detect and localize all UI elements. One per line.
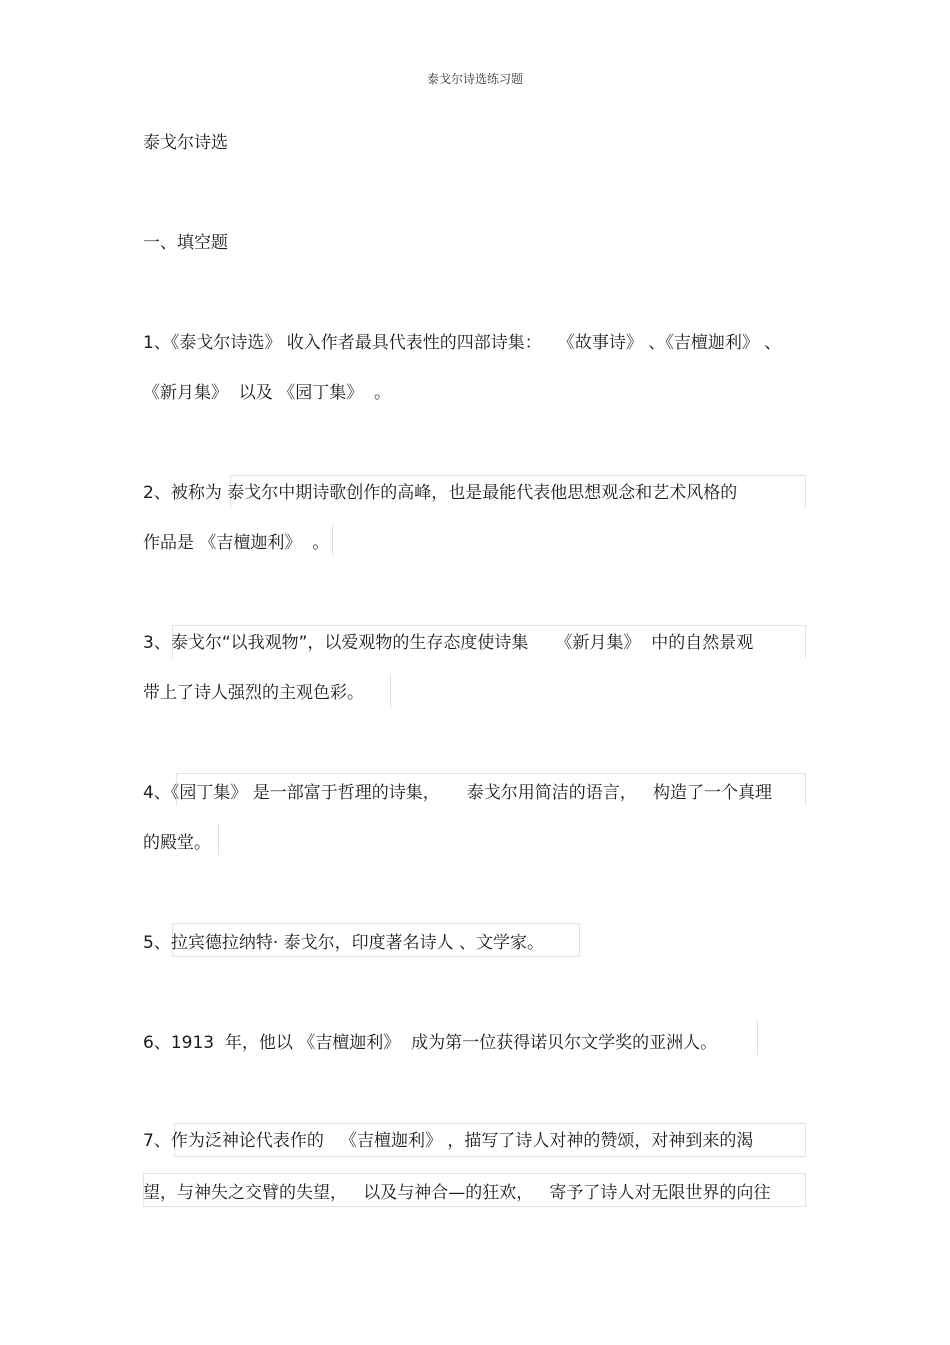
- answer-box-edge: [218, 823, 219, 855]
- answer-box-edge: [390, 675, 391, 707]
- document-title: 泰戈尔诗选: [143, 133, 228, 153]
- question-2-line-1: 2、被称为 泰戈尔中期诗歌创作的高峰，也是最能代表他思想观念和艺术风格的: [143, 483, 738, 503]
- answer-box-edge: [757, 1021, 758, 1055]
- answer-box-edge: [332, 525, 333, 555]
- question-1-line-2: 《新月集》 以及 《园丁集》 。: [143, 383, 392, 403]
- question-3-line-1: 3、泰戈尔“以我观物”，以爱观物的生存态度使诗集 《新月集》 中的自然景观: [143, 633, 754, 653]
- question-7-line-1: 7、作为泛神论代表作的 《吉檀迦利》 ，描写了诗人对神的赞颂，对神到来的渴: [143, 1131, 754, 1151]
- question-4-line-2: 的殿堂。: [143, 833, 211, 853]
- page-header: 泰戈尔诗选练习题: [426, 72, 523, 86]
- question-3-line-2: 带上了诗人强烈的主观色彩。: [143, 683, 364, 703]
- question-2-line-2: 作品是 《吉檀迦利》 。: [143, 533, 330, 553]
- question-6-line-1: 6、1913 年，他以 《吉檀迦利》 成为第一位获得诺贝尔文学奖的亚洲人。: [143, 1033, 718, 1053]
- question-4-line-1: 4、《园丁集》 是一部富于哲理的诗集， 泰戈尔用简洁的语言， 构造了一个真理: [143, 783, 772, 803]
- question-7-line-2: 望，与神失之交臂的失望， 以及与神合—的狂欢， 寄予了诗人对无限世界的向往: [143, 1183, 771, 1203]
- section-heading: 一、填空题: [143, 233, 228, 253]
- question-1-line-1: 1、《泰戈尔诗选》 收入作者最具代表性的四部诗集： 《故事诗》 、《吉檀迦利》 、: [143, 333, 782, 353]
- question-5-line-1: 5、拉宾德拉纳特· 泰戈尔，印度著名诗人 、文学家。: [143, 933, 545, 953]
